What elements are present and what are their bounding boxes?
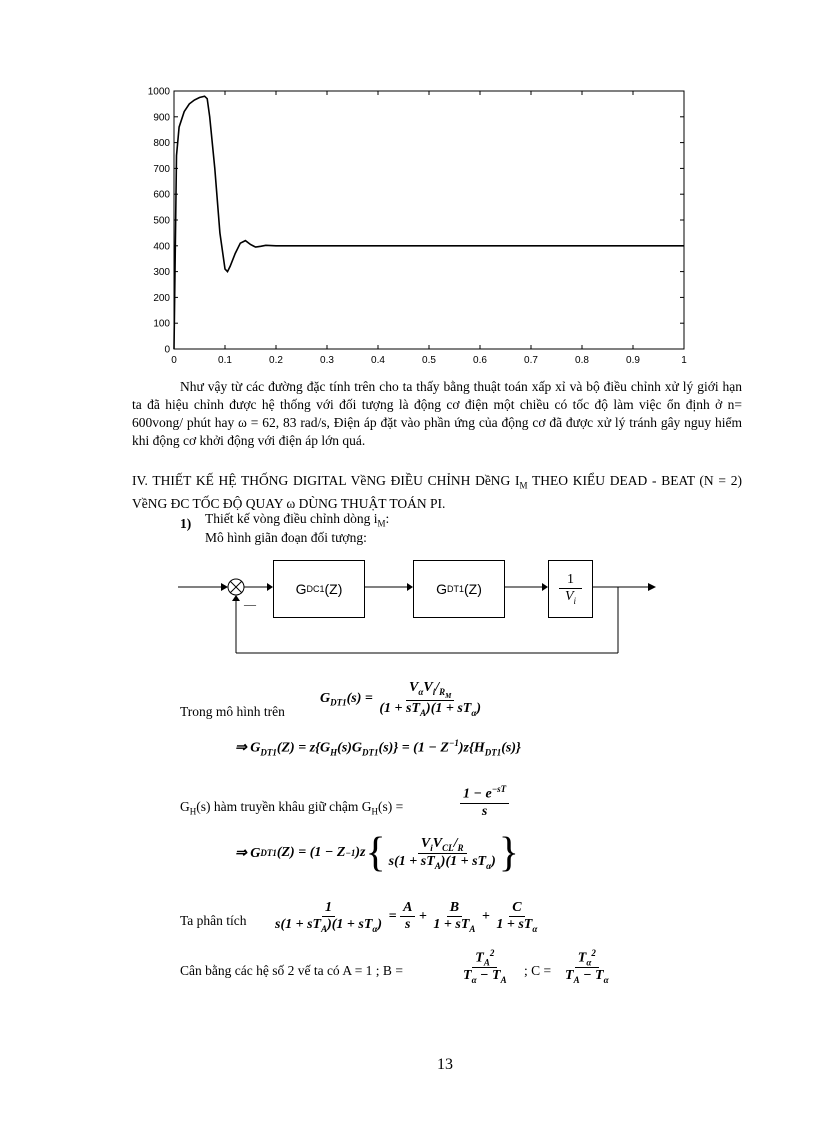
y-tick-label: 1000 bbox=[147, 86, 170, 98]
input-arrowhead bbox=[221, 583, 228, 591]
y-tick-label: 200 bbox=[153, 292, 170, 304]
y-tick-label: 0 bbox=[164, 344, 170, 356]
item-number: 1) bbox=[180, 516, 192, 531]
paragraph-1: Như vậy từ các đường đặc tính trên cho ta thấy bằng thuật toán xấp xỉ và bộ điều chỉnh xử lý giới hạn ta đã hiệu chỉnh được hệ thống với đối tượng là động cơ điện một chiều có tốc độ làm việc ổn định ở n= 600vong/ phút hay ω = 62, 83 rad/s, Điện áp đặt vào phần ứng của động cơ đã được xử lý tránh gây nguy hiểm khi động cơ khởi động với điện áp lớn quá. bbox=[132, 379, 742, 448]
y-tick-label: 100 bbox=[153, 318, 170, 330]
heading-subscript: M bbox=[519, 480, 528, 491]
x-tick-label: 0.5 bbox=[422, 355, 436, 366]
x-tick-label: 0.7 bbox=[524, 355, 538, 366]
y-tick-label: 800 bbox=[153, 138, 170, 150]
equation-gdt1-z: ⇒ $G_{DT1}(Z) = z\{G_H(s)G_{DT1}(s)\} = (1 - Z^{-1})z\{H_{DT1}(s)\}$ bbox=[235, 738, 521, 758]
x-tick-label: 1 bbox=[681, 355, 687, 366]
block-gdc1: G DC1 (Z) bbox=[273, 560, 365, 618]
x-tick-label: 0 bbox=[171, 355, 177, 366]
page-number: 13 bbox=[437, 1056, 453, 1073]
coefficient-label: Cân bằng các hệ số 2 vế ta có A = 1 ; B = bbox=[180, 963, 403, 978]
eq1-label: Trong mô hình trên bbox=[180, 704, 285, 719]
x-tick-label: 0.4 bbox=[371, 355, 385, 366]
y-tick-label: 900 bbox=[153, 112, 170, 124]
equation-gdt1-z-expanded: ⇒ G DT1 (Z) = (1 − Z −1 )z { $\frac{V_iV_{CL}/_R}{s(1 + sT_A)(1 + sT_\alpha)}$ } bbox=[235, 830, 519, 876]
y-tick-label: 400 bbox=[153, 241, 170, 253]
equation-gdt1-s: $G_{DT1}(s)$ = $\frac{V_\alpha V_i/_{R_M}}{(1 + sT_A)(1 + sT_\alpha)}$ bbox=[320, 680, 481, 718]
equation-c: $\frac{T_\alpha^2}{T_A - T_\alpha}$ bbox=[565, 948, 609, 986]
equation-b: $\frac{T_A^2}{T_\alpha - T_A}$ bbox=[463, 948, 507, 986]
x-tick-label: 0.8 bbox=[575, 355, 589, 366]
y-tick-label: 500 bbox=[153, 215, 170, 227]
partial-fraction-label: Ta phân tích bbox=[180, 913, 247, 928]
item-title-subscript: M bbox=[377, 518, 386, 529]
c-label: ; C = bbox=[524, 963, 552, 978]
model-label: Mô hình giãn đoạn đối tượng: bbox=[205, 530, 367, 545]
section-heading bbox=[132, 472, 742, 513]
item-title-text: Thiết kế vòng điều chỉnh dòng i bbox=[205, 511, 378, 526]
heading-part-b: THEO KIỂU DEAD - BEAT (N = 2) VềNG ĐC TỐC ĐỘ QUAY ω DÙNG THUẬT TOÁN PI. bbox=[132, 473, 742, 511]
y-tick-label: 300 bbox=[153, 267, 170, 279]
x-tick-label: 0.6 bbox=[473, 355, 487, 366]
item-title-colon: : bbox=[385, 511, 390, 526]
y-tick-label: 600 bbox=[153, 189, 170, 201]
gh-description: $G_H(s)$ hàm truyền khâu giữ chậm $G_H(s)$ = bbox=[180, 799, 404, 817]
equation-partial-fractions: $\frac{1}{s(1 + sT_A)(1 + sT_\alpha)}$ = $\frac{A}{s}$ + $\frac{B}{1 + sT_A}$ + $\frac{C}{1 + sT_\alpha}$ bbox=[275, 900, 538, 934]
block-inverse-vi: 1 $V_i$ bbox=[548, 560, 593, 618]
feedback-arrowhead bbox=[232, 595, 240, 601]
chart-plot-area bbox=[174, 91, 684, 349]
output-arrowhead bbox=[648, 583, 656, 591]
x-tick-label: 0.1 bbox=[218, 355, 232, 366]
x-tick-label: 0.3 bbox=[320, 355, 334, 366]
minus-sign: — bbox=[244, 597, 256, 611]
equation-gh: $\frac{1 - e^{-sT}}{s}$ bbox=[460, 784, 509, 820]
heading-part-a: IV. THIẾT KẾ HỆ THỐNG DIGITAL VềNG ĐIỀU CHỈNH DềNG I bbox=[132, 473, 520, 488]
y-tick-label: 700 bbox=[153, 163, 170, 175]
block-gdt1: G DT1 (Z) bbox=[413, 560, 505, 618]
x-tick-label: 0.2 bbox=[269, 355, 283, 366]
x-tick-label: 0.9 bbox=[626, 355, 640, 366]
response-chart bbox=[130, 85, 700, 370]
